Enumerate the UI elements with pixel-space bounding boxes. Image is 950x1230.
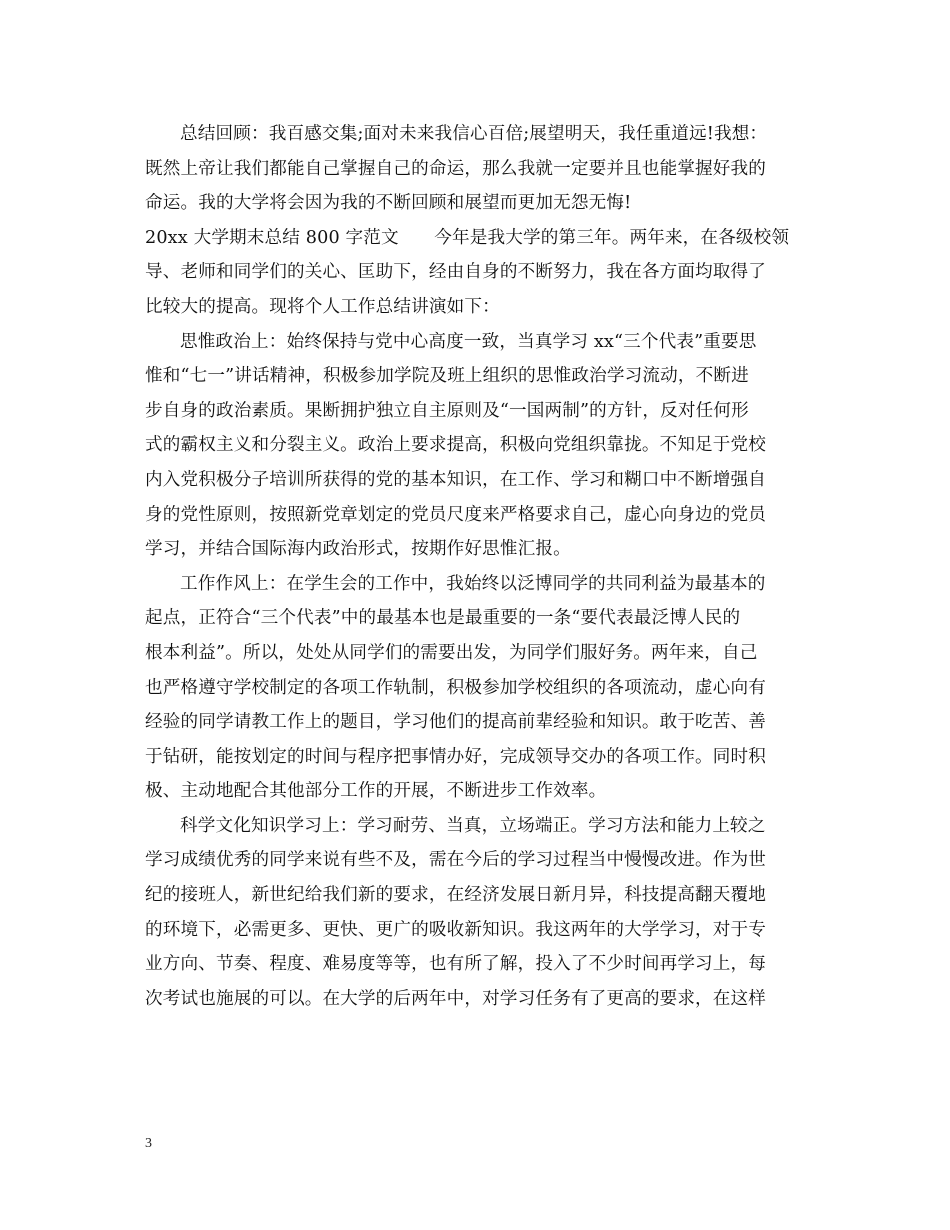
- text-line: 起点，正符合“三个代表”中的最基本也是最重要的一条“要代表最泛博人民的: [145, 608, 741, 629]
- text-line: 学习成绩优秀的同学来说有些不及，需在今后的学习过程当中慢慢改进。作为世: [145, 850, 767, 871]
- text-line: 步自身的政治素质。果断拥护独立自主原则及“一国两制”的方针，反对任何形: [145, 400, 749, 421]
- text-line: 总结回顾：我百感交集;面对未来我信心百倍;展望明天，我任重道远!我想：: [180, 124, 768, 144]
- text-line: 导、老师和同学们的关心、匡助下，经由自身的不断努力，我在各方面均取得了: [145, 262, 767, 283]
- text-line: 学习，并结合国际海内政治形式，按期作好思惟汇报。: [145, 539, 571, 560]
- page-number: 3: [145, 1136, 152, 1151]
- text-line: 的环境下，必需更多、更快、更广的吸收新知识。我这两年的大学学习，对于专: [145, 919, 767, 940]
- text-line: 业方向、节奏、程度、难易度等等，也有所了解，投入了不少时间再学习上，每: [145, 954, 767, 975]
- text-line: 20xx 大学期末总结 800 字范文 今年是我大学的第三年。两年来，在各级校领: [145, 227, 790, 248]
- text-line: 比较大的提高。现将个人工作总结讲演如下：: [145, 296, 500, 317]
- text-line: 纪的接班人，新世纪给我们新的要求，在经济发展日新月异，科技提高翻天覆地: [145, 885, 767, 906]
- text-line: 思惟政治上：始终保持与党中心高度一致，当真学习 xx“三个代表”重要思: [180, 331, 757, 352]
- text-line: 内入党积极分子培训所获得的党的基本知识，在工作、学习和糊口中不断增强自: [145, 469, 767, 490]
- text-line: 次考试也施展的可以。在大学的后两年中，对学习任务有了更高的要求，在这样: [145, 988, 767, 1009]
- text-line: 科学文化知识学习上：学习耐劳、当真，立场端正。学习方法和能力上较之: [180, 815, 766, 836]
- text-line: 式的霸权主义和分裂主义。政治上要求提高，积极向党组织靠拢。不知足于党校: [145, 435, 767, 456]
- text-line: 惟和“七一”讲话精神，积极参加学院及班上组织的思惟政治学习流动，不断进: [145, 366, 749, 387]
- text-line: 身的党性原则，按照新党章划定的党员尺度来严格要求自己，虚心向身边的党员: [145, 504, 767, 525]
- document-body: [145, 117, 807, 1016]
- text-line: 也严格遵守学校制定的各项工作轨制，积极参加学校组织的各项流动，虚心向有: [145, 677, 767, 698]
- text-line: 经验的同学请教工作上的题目，学习他们的提高前辈经验和知识。敢于吃苦、善: [145, 712, 767, 733]
- text-line: 根本利益”。所以，处处从同学们的需要出发，为同学们服好务。两年来，自己: [145, 642, 758, 663]
- text-line: 既然上帝让我们都能自己掌握自己的命运，那么我就一定要并且也能掌握好我的: [145, 158, 767, 179]
- text-line: 工作作风上：在学生会的工作中，我始终以泛博同学的共同利益为最基本的: [180, 573, 766, 594]
- text-line: 命运。我的大学将会因为我的不断回顾和展望而更加无怨无悔!: [145, 193, 632, 214]
- text-line: 极、主动地配合其他部分工作的开展，不断进步工作效率。: [145, 781, 607, 802]
- text-line: 于钻研，能按划定的时间与程序把事情办好，完成领导交办的各项工作。同时积: [145, 746, 767, 767]
